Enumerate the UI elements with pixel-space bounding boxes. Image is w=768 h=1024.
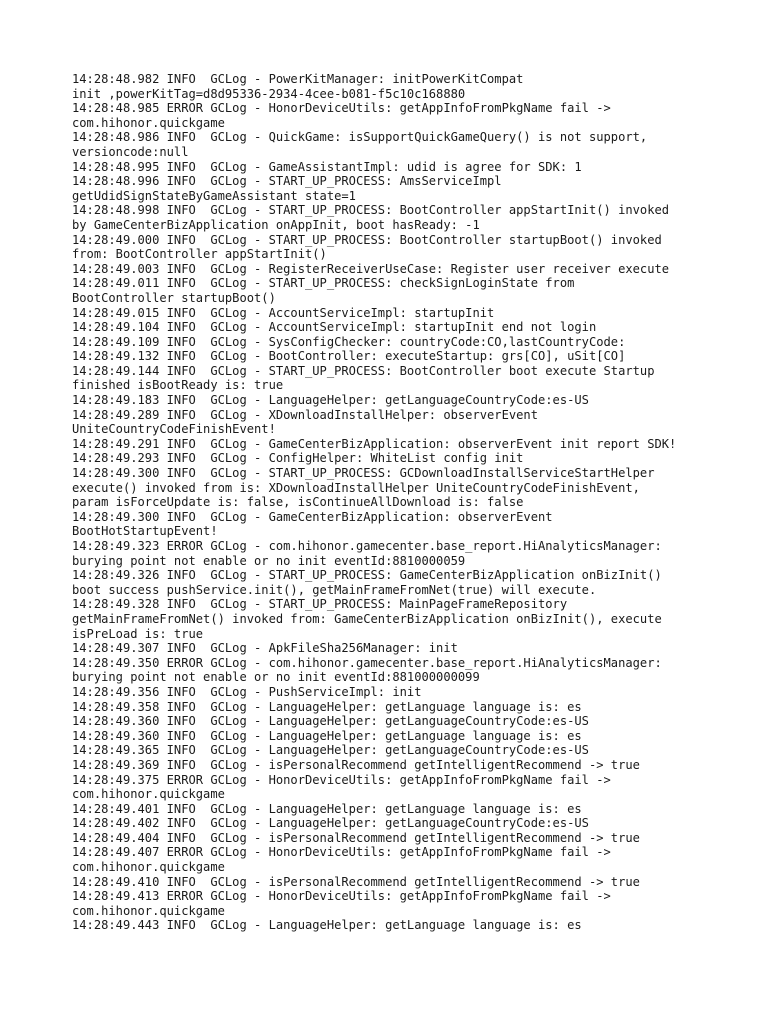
log-line: 14:28:49.375 ERROR GCLog - HonorDeviceUtils: getAppInfoFromPkgName fail -> — [72, 772, 611, 787]
log-line: 14:28:49.109 INFO GCLog - SysConfigChecker: countryCode:CO,lastCountryCode: — [72, 334, 626, 349]
log-line: 14:28:48.996 INFO GCLog - START_UP_PROCESS: AmsServiceImpl — [72, 174, 502, 189]
log-line: finished isBootReady is: true — [72, 378, 284, 393]
log-line: 14:28:49.360 INFO GCLog - LanguageHelper: getLanguage language is: es — [72, 728, 582, 743]
log-line: 14:28:49.350 ERROR GCLog - com.hihonor.gamecenter.base_report.HiAnalyticsManager: — [72, 655, 662, 670]
log-line: 14:28:49.413 ERROR GCLog - HonorDeviceUtils: getAppInfoFromPkgName fail -> — [72, 889, 611, 904]
log-line: 14:28:48.982 INFO GCLog - PowerKitManager: initPowerKitCompat — [72, 72, 524, 86]
log-line: 14:28:49.369 INFO GCLog - isPersonalRecommend getIntelligentRecommend -> true — [72, 757, 640, 772]
log-line: UniteCountryCodeFinishEvent! — [72, 422, 276, 437]
log-line: 14:28:49.307 INFO GCLog - ApkFileSha256Manager: init — [72, 641, 458, 656]
log-line: by GameCenterBizApplication onAppInit, boot hasReady: -1 — [72, 217, 480, 232]
log-line: 14:28:49.358 INFO GCLog - LanguageHelper: getLanguage language is: es — [72, 699, 582, 714]
log-line: 14:28:49.404 INFO GCLog - isPersonalRecommend getIntelligentRecommend -> true — [72, 830, 640, 845]
log-line: 14:28:48.985 ERROR GCLog - HonorDeviceUtils: getAppInfoFromPkgName fail -> — [72, 101, 611, 116]
log-line: BootController startupBoot() — [72, 290, 276, 305]
log-line: 14:28:49.289 INFO GCLog - XDownloadInstallHelper: observerEvent — [72, 407, 538, 422]
log-line: 14:28:49.401 INFO GCLog - LanguageHelper: getLanguage language is: es — [72, 801, 582, 816]
log-line: 14:28:49.000 INFO GCLog - START_UP_PROCESS: BootController startupBoot() invoked — [72, 232, 662, 247]
log-line: burying point not enable or no init eventId:8810000059 — [72, 553, 466, 568]
log-line: getUdidSignStateByGameAssistant state=1 — [72, 188, 356, 203]
log-line: 14:28:49.015 INFO GCLog - AccountServiceImpl: startupInit — [72, 305, 495, 320]
log-line: 14:28:48.995 INFO GCLog - GameAssistantImpl: udid is agree for SDK: 1 — [72, 159, 582, 174]
log-line: com.hihonor.quickgame — [72, 787, 225, 802]
log-line: 14:28:49.291 INFO GCLog - GameCenterBizApplication: observerEvent init report SDK! — [72, 436, 677, 451]
log-line: 14:28:48.998 INFO GCLog - START_UP_PROCESS: BootController appStartInit() invoked — [72, 203, 670, 218]
log-line: 14:28:49.360 INFO GCLog - LanguageHelper: getLanguageCountryCode:es-US — [72, 714, 589, 729]
log-line: BootHotStartupEvent! — [72, 524, 218, 539]
log-line: 14:28:49.407 ERROR GCLog - HonorDeviceUtils: getAppInfoFromPkgName fail -> — [72, 845, 611, 860]
log-line: burying point not enable or no init eventId:881000000099 — [72, 670, 480, 685]
log-line: 14:28:49.300 INFO GCLog - START_UP_PROCESS: GCDownloadInstallServiceStartHelper — [72, 466, 655, 481]
log-line: com.hihonor.quickgame — [72, 115, 225, 130]
log-line: 14:28:49.328 INFO GCLog - START_UP_PROCESS: MainPageFrameRepository — [72, 597, 568, 612]
log-line: boot success pushService.init(), getMainFrameFromNet(true) will execute. — [72, 582, 597, 597]
log-line: 14:28:49.356 INFO GCLog - PushServiceImpl: init — [72, 684, 422, 699]
log-document — [72, 72, 762, 933]
log-line: 14:28:49.402 INFO GCLog - LanguageHelper: getLanguageCountryCode:es-US — [72, 816, 589, 831]
log-line: execute() invoked from is: XDownloadInstallHelper UniteCountryCodeFinishEvent, — [72, 480, 640, 495]
log-line: 14:28:49.323 ERROR GCLog - com.hihonor.gamecenter.base_report.HiAnalyticsManager: — [72, 539, 662, 553]
log-line: 14:28:49.003 INFO GCLog - RegisterReceiverUseCase: Register user receiver execute — [72, 261, 670, 276]
log-line: 14:28:49.144 INFO GCLog - START_UP_PROCESS: BootController boot execute Startup — [72, 363, 655, 378]
log-line: 14:28:49.410 INFO GCLog - isPersonalRecommend getIntelligentRecommend -> true — [72, 874, 640, 889]
log-line: 14:28:49.104 INFO GCLog - AccountServiceImpl: startupInit end not login — [72, 320, 597, 335]
log-line: versioncode:null — [72, 144, 189, 159]
log-line: 14:28:49.300 INFO GCLog - GameCenterBizApplication: observerEvent — [72, 509, 553, 524]
log-line: 14:28:49.183 INFO GCLog - LanguageHelper: getLanguageCountryCode:es-US — [72, 393, 589, 408]
log-line: from: BootController appStartInit() — [72, 247, 327, 262]
log-line: 14:28:49.132 INFO GCLog - BootController: executeStartup: grs[CO], uSit[CO] — [72, 349, 626, 364]
log-line: 14:28:49.365 INFO GCLog - LanguageHelper: getLanguageCountryCode:es-US — [72, 743, 589, 758]
log-line: 14:28:49.443 INFO GCLog - LanguageHelper: getLanguage language is: es — [72, 918, 582, 933]
log-line: init ,powerKitTag=d8d95336-2934-4cee-b081-f5c10c168880 — [72, 86, 466, 101]
log-line: isPreLoad is: true — [72, 626, 204, 641]
log-line: 14:28:48.986 INFO GCLog - QuickGame: isSupportQuickGameQuery() is not support, — [72, 130, 648, 145]
log-line: 14:28:49.326 INFO GCLog - START_UP_PROCESS: GameCenterBizApplication onBizInit() — [72, 568, 662, 583]
log-line: com.hihonor.quickgame — [72, 860, 225, 875]
log-line: param isForceUpdate is: false, isContinueAllDownload is: false — [72, 495, 524, 510]
log-line: 14:28:49.293 INFO GCLog - ConfigHelper: WhiteList config init — [72, 451, 524, 466]
log-line: getMainFrameFromNet() invoked from: GameCenterBizApplication onBizInit(), execute — [72, 611, 662, 626]
log-line: 14:28:49.011 INFO GCLog - START_UP_PROCESS: checkSignLoginState from — [72, 276, 575, 291]
log-line: com.hihonor.quickgame — [72, 903, 225, 918]
